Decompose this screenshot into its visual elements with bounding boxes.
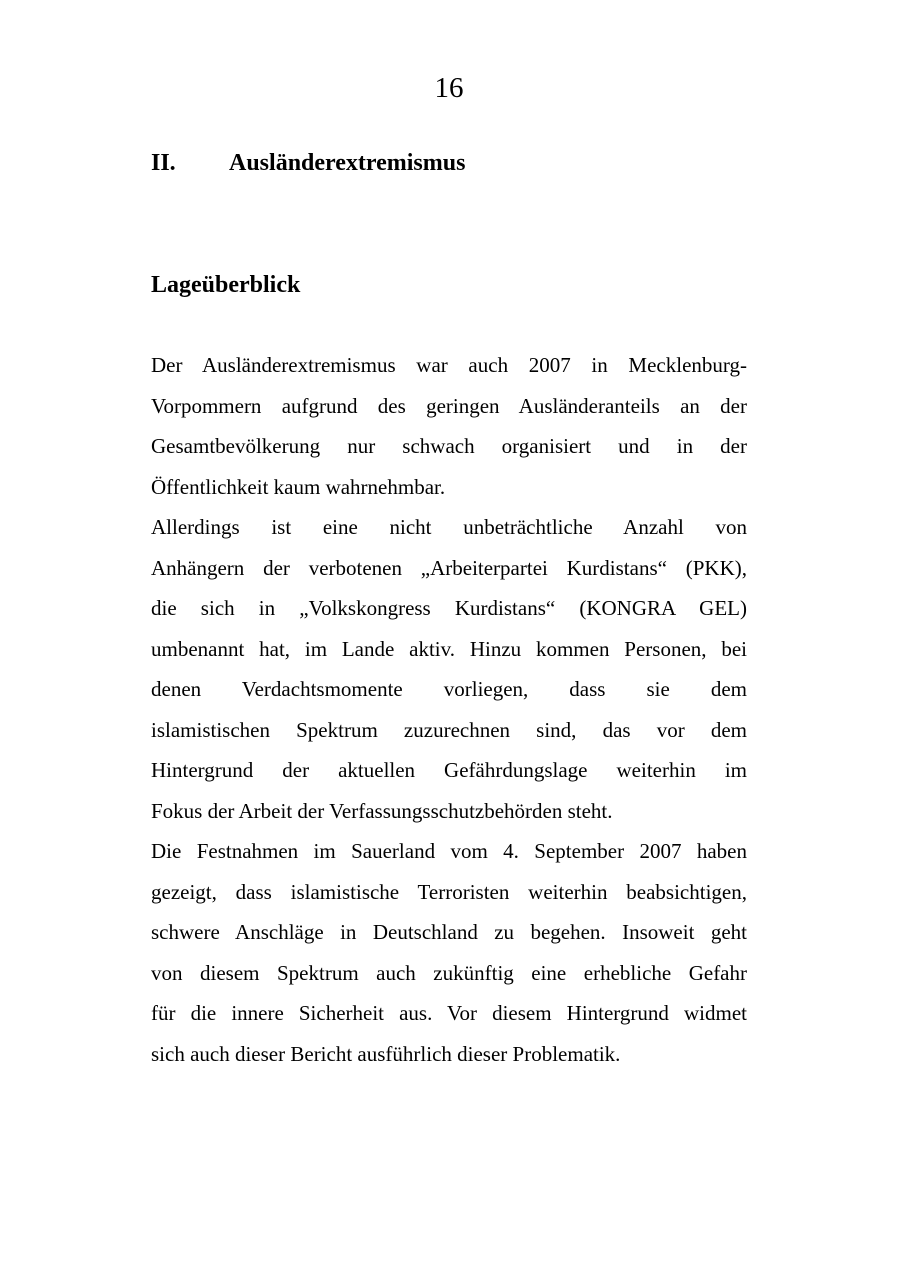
text-line: sich auch dieser Bericht ausführlich dieser Problematik. [151, 1041, 621, 1066]
section-heading [151, 150, 791, 176]
text-line: schwere Anschläge in Deutschland zu begehen. Insoweit geht [151, 920, 747, 944]
text-line: die sich in „Volkskongress Kurdistans“ (KONGRA GEL) [151, 596, 747, 620]
text-line: Vorpommern aufgrund des geringen Ausländeranteils an der [151, 393, 747, 418]
text-line: Hintergrund der aktuellen Gefährdungslage weiterhin im [151, 758, 747, 782]
body-text [151, 345, 747, 1074]
text-line: Gesamtbevölkerung nur schwach organisiert und in der [151, 434, 747, 458]
text-line: islamistischen Spektrum zuzurechnen sind, das vor dem [151, 717, 747, 742]
subsection-heading: Lageüberblick [151, 272, 301, 298]
text-line: Die Festnahmen im Sauerland vom 4. September 2007 haben [151, 839, 747, 863]
text-line: für die innere Sicherheit aus. Vor diesem Hintergrund widmet [151, 1001, 747, 1025]
text-line: Der Ausländerextremismus war auch 2007 in Mecklenburg- [151, 353, 747, 377]
text-line: Anhängern der verbotenen „Arbeiterpartei Kurdistans“ (PKK), [151, 555, 747, 580]
text-line: Öffentlichkeit kaum wahrnehmbar. [151, 474, 446, 499]
section-heading-title: Ausländerextremismus [229, 150, 466, 176]
page-number: 16 [434, 72, 464, 104]
text-line: gezeigt, dass islamistische Terroristen weiterhin beabsichtigen, [151, 879, 747, 904]
text-line: umbenannt hat, im Lande aktiv. Hinzu kommen Personen, bei [151, 636, 747, 661]
text-line: Fokus der Arbeit der Verfassungsschutzbehörden steht. [151, 798, 613, 823]
text-line: denen Verdachtsmomente vorliegen, dass sie dem [151, 677, 747, 701]
section-heading-numeral: II. [151, 150, 176, 176]
text-line: von diesem Spektrum auch zukünftig eine erhebliche Gefahr [151, 960, 747, 985]
text-line: Allerdings ist eine nicht unbeträchtliche Anzahl von [151, 515, 747, 539]
